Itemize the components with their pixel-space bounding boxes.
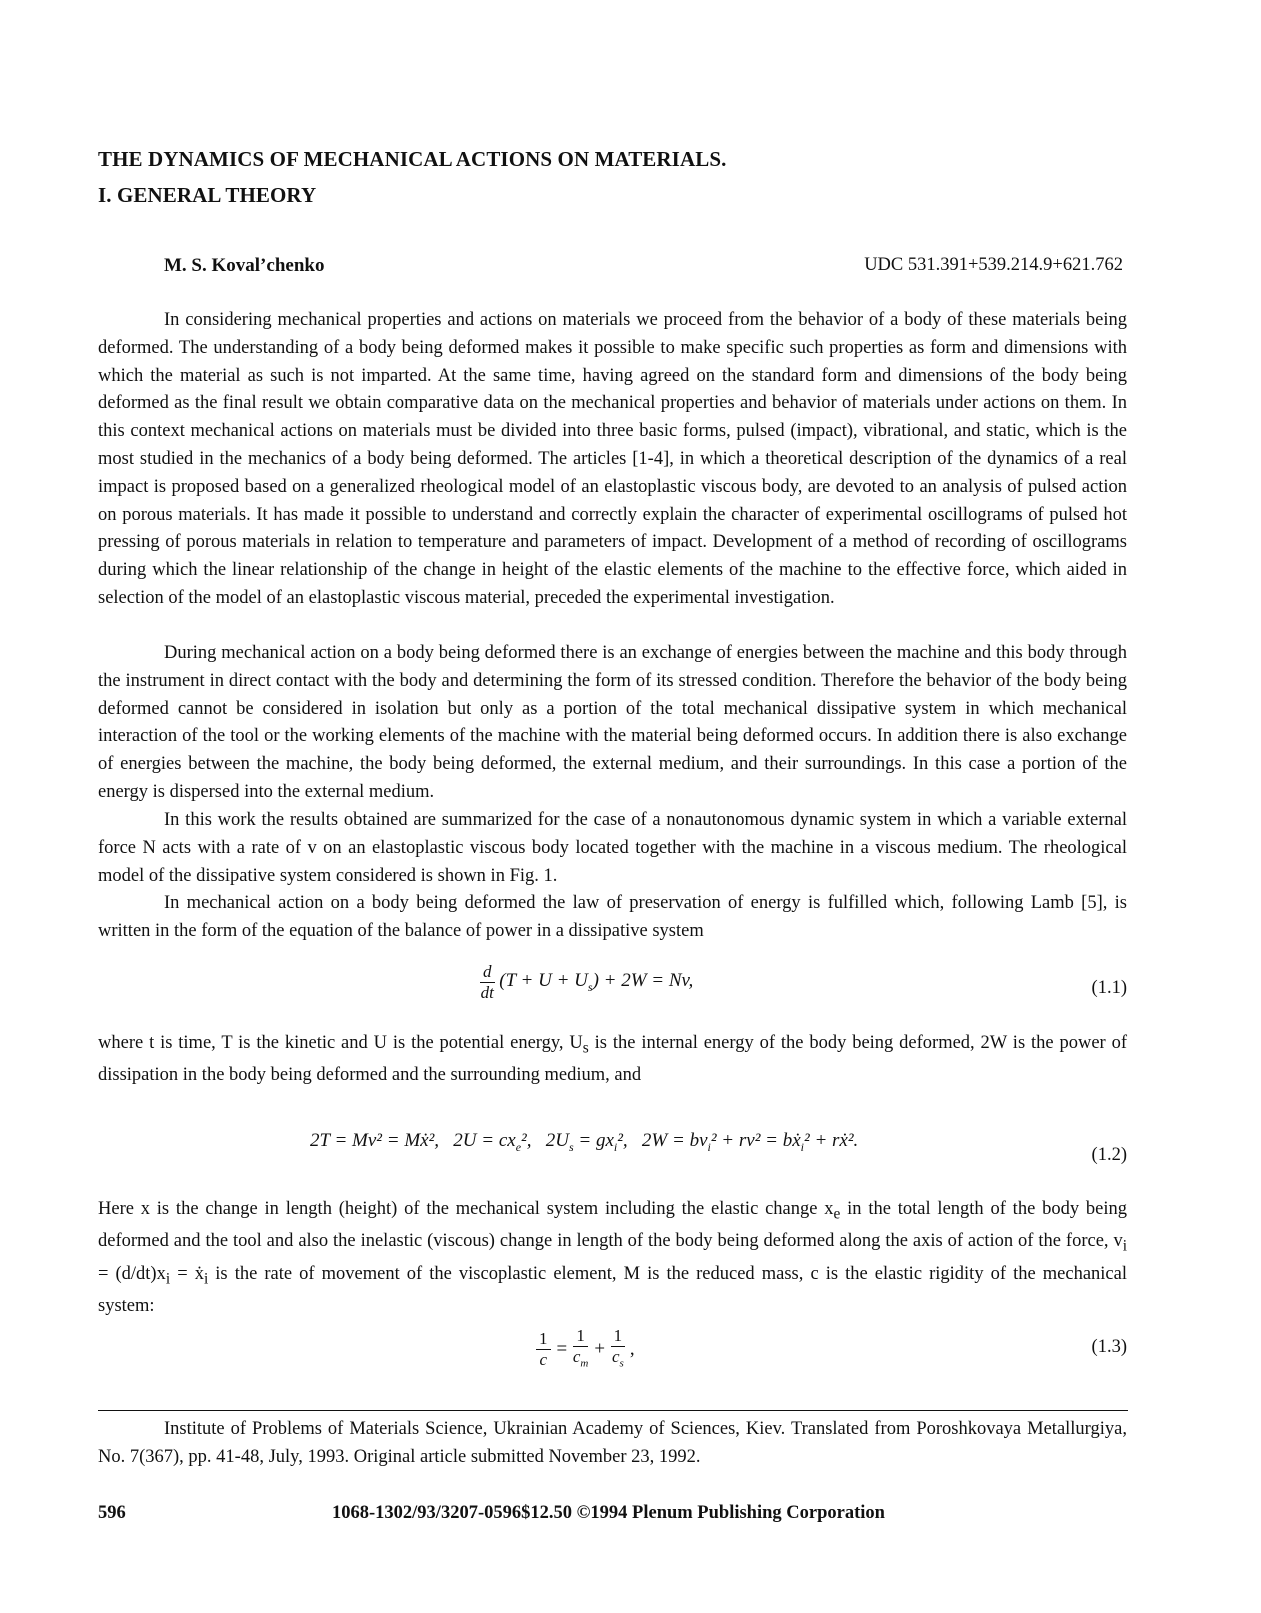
equation-number-1-2: (1.2) [1091,1145,1127,1165]
author: M. S. Koval’chenko [164,255,325,276]
page-number: 596 [98,1503,126,1523]
udc-code: UDC 531.391+539.214.9+621.762 [864,255,1123,275]
paragraph-1: In considering mechanical properties and actions on materials we proceed from the behavior of a body of these materials being deformed. The understanding of a body being deformed makes it possible to make specific such properties as form and dimensions with which the material as such is not imparted. At the same time, having agreed on the standard form and dimensions of the body being deformed as the final result we obtain comparative data on the mechanical properties and behavior of materials under actions on them. In this context mechanical actions on materials must be divided into three basic forms, pulsed (impact), vibrational, and static, which is the most studied in the mechanics of a body being deformed. The articles [1-4], in which a theoretical description of the dynamics of a real impact is proposed based on a generalized rheological model of an elastoplastic viscous body, are devoted to an analysis of pulsed action on porous materials. It has made it possible to understand and correctly explain the character of experimental oscillograms of pulsed hot pressing of porous materials in relation to temperature and parameters of impact. Development of a method of recording of oscillograms during which the linear relationship of the change in height of the elastic elements of the machine to the effective force, which aided in selection of the model of an elastoplastic viscous material, preceded the experimental investigation. [98,310,1127,608]
equation-number-1-1: (1.1) [1091,978,1127,998]
paragraph-2: During mechanical action on a body being deformed there is an exchange of energies between the machine and this body through the instrument in direct contact with the body and determining the form of its stressed condition. Therefore the behavior of the body being deformed cannot be considered in isolation but only as a portion of the total mechanical dissipative system in which mechanical interaction of the tool or the working elements of the machine with the material being deformed occurs. In addition there is also exchange of energies between the machine, the body being deformed, the external medium, and their surroundings. In this case a portion of the energy is dispersed into the external medium. [98,643,1127,802]
title-line-2: I. GENERAL THEORY [98,183,317,207]
equation-1-2: 2T = Mv² = Mẋ², $2U = cx_e^2$, $2U_s = gx_i^2$, $2W = bv_i^2 + rv^2$ = bẋ$_i$² + rẋ². [310,1130,859,1154]
footnote-divider [98,1410,1128,1411]
publication-line: 1068-1302/93/3207-0596$12.50 ©1994 Plenum Publishing Corporation [332,1503,885,1523]
footnote: Institute of Problems of Materials Science, Ukrainian Academy of Sciences, Kiev. Translated from Poroshkovaya Metallurgiya, No. 7(367), pp. 41-48, July, 1993. Original article submitted November 23, 1992. [98,1419,1127,1467]
equation-1-3: $\frac{1}{c}$ = $\frac{1}{c_m}$ + $\frac{1}{c_s}$ , [536,1326,635,1373]
paragraph-3: In this work the results obtained are summarized for the case of a nonautonomous dynamic system in which a variable external force N acts with a rate of v on an elastoplastic viscous body located together with the machine in a viscous medium. The rheological model of the dissipative system considered is shown in Fig. 1. [98,810,1127,886]
equation-1-1: $\frac{d}{dt}$ $(T + U + U_s) + 2W = Nv$, [480,962,694,1002]
equation-number-1-3: (1.3) [1091,1337,1127,1357]
paragraph-6: Here x is the change in length (height) of the mechanical system including the elastic change $x_e$ in the total length of the body being deformed and the tool and also the inelastic (viscous) change in length of the body being deformed along the axis of action of the force, $v_i = (d/dt)x_i$ = ẋ$_i$ is the rate of movement of the viscoplastic element, M is the reduced mass, c is the elastic rigidity of the mechanical system: [98,1199,1127,1317]
title-line-1: THE DYNAMICS OF MECHANICAL ACTIONS ON MATERIALS. [98,147,727,171]
derivative-fraction: $\frac{d}{dt}$ [480,962,494,1002]
paragraph-5: where t is time, T is the kinetic and U is the potential energy, $U_s$ is the internal energy of the body being deformed, 2W is the power of dissipation in the body being deformed and the surrounding medium, and [98,1033,1127,1086]
paragraph-4: In mechanical action on a body being deformed the law of preservation of energy is fulfilled which, following Lamb [5], is written in the form of the equation of the balance of power in a dissipative system [98,893,1127,941]
